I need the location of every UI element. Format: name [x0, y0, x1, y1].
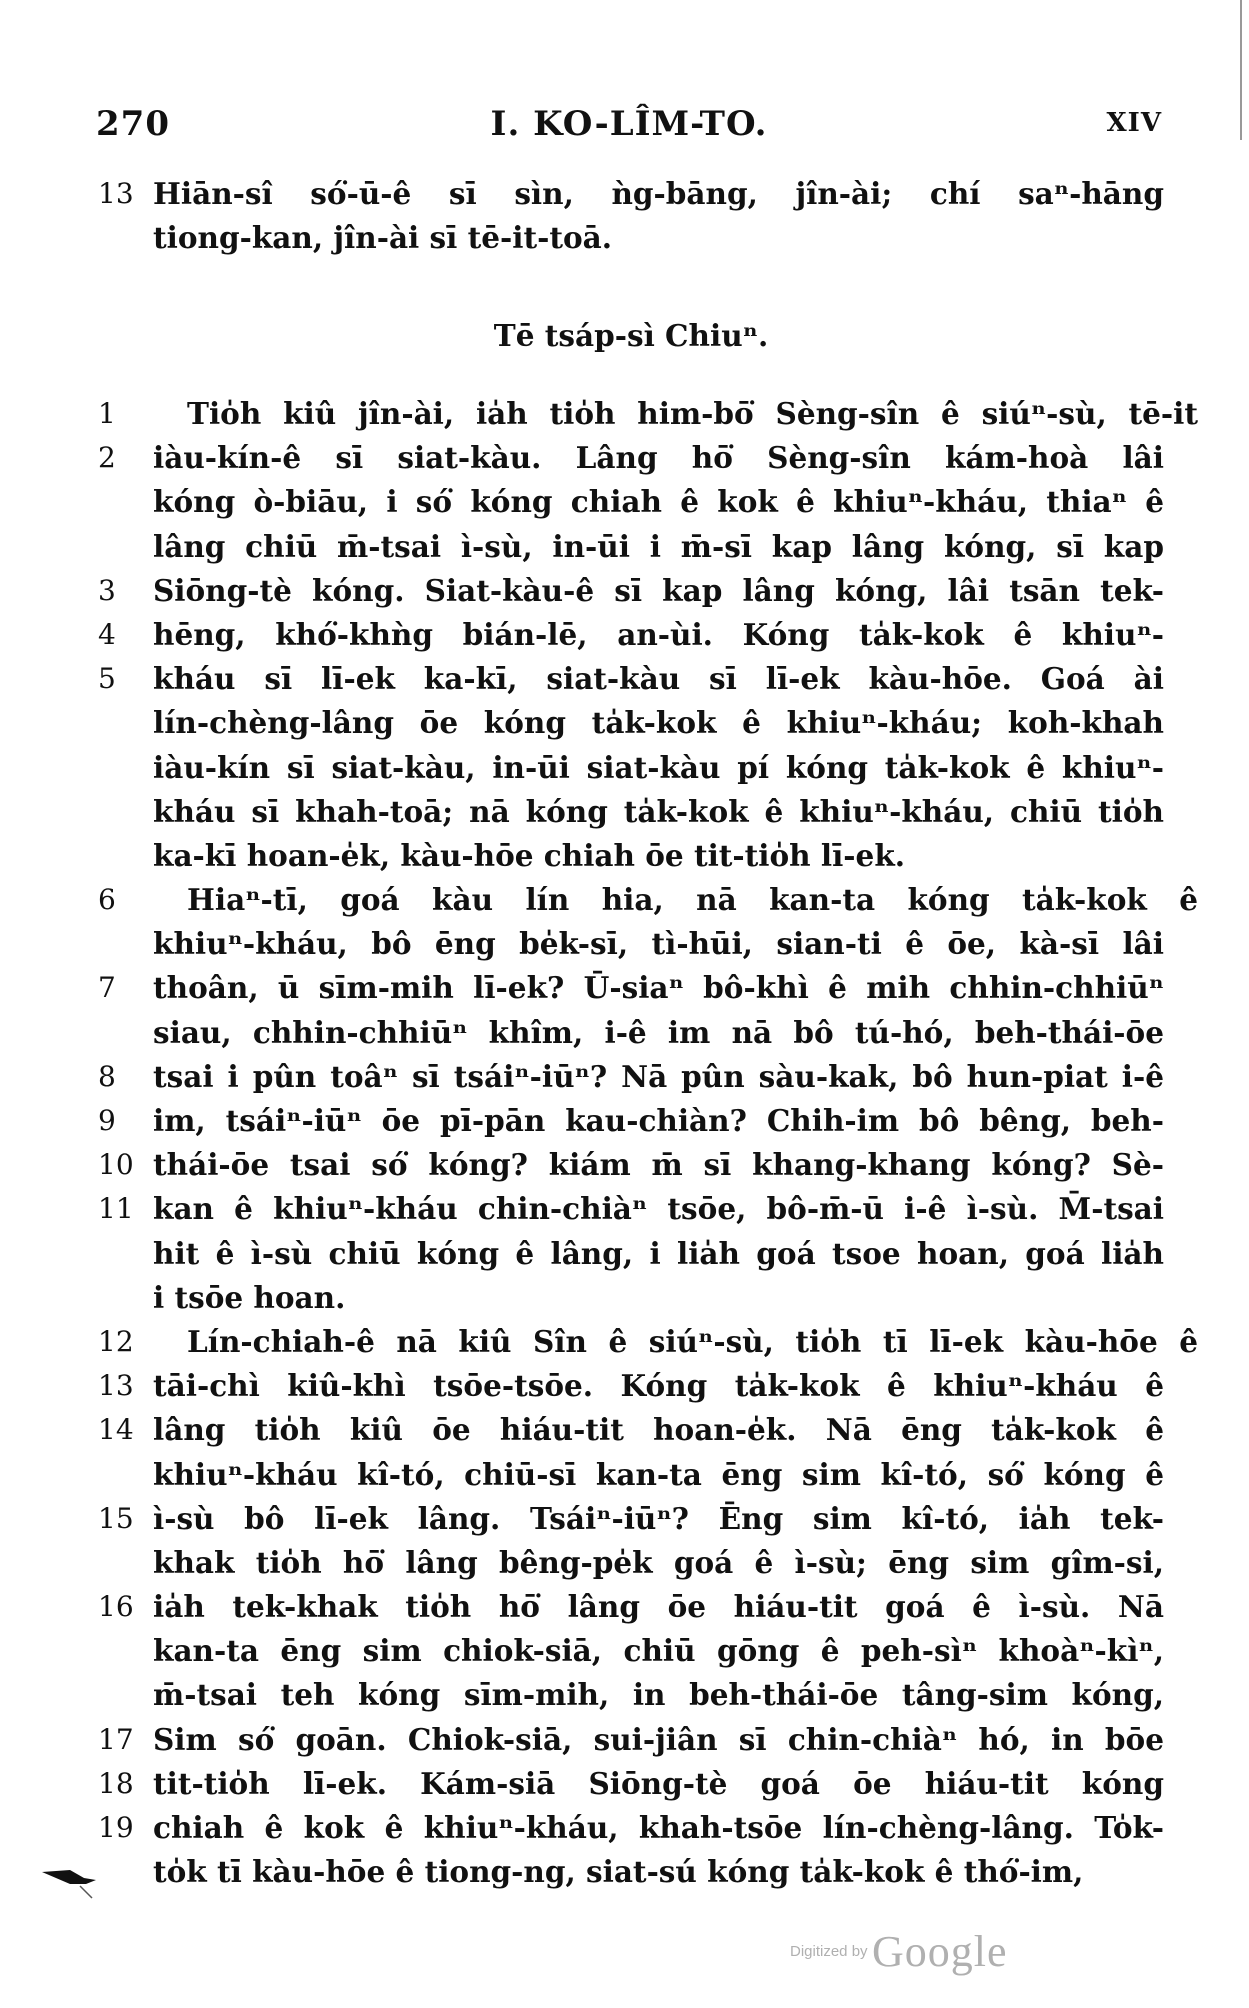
verse-number: 3 — [98, 573, 116, 607]
running-title: I. KO-LÎM-TO. — [490, 104, 768, 144]
line-text: kan-ta ēng sim chiok-siā, chiū gōng ê peh-sìⁿ khoàⁿ-kìⁿ, — [153, 1633, 1164, 1669]
verse-number: 1 — [98, 397, 116, 430]
line-text: kháu sī khah-toā; nā kóng ta̍k-kok ê khiuⁿ-kháu, chiū tio̍h — [153, 793, 1164, 829]
verse-number: 7 — [98, 971, 116, 1005]
line-text: lín-chèng-lâng ōe kóng ta̍k-kok ê khiuⁿ-kháu; koh-khah — [153, 705, 1164, 741]
line-text: kan ê khiuⁿ-kháu chin-chiàⁿ tsōe, bô-m̄-ū i-ê ì-sù. M̄-tsai — [153, 1191, 1164, 1227]
line-text: i tsōe hoan. — [153, 1279, 346, 1315]
line-text: kháu sī lī-ek ka-kī, siat-kàu sī lī-ek kàu-hōe. Goá ài — [153, 661, 1164, 697]
verse-number: 9 — [98, 1104, 116, 1137]
text-line — [98, 922, 1164, 966]
verse-number: 11 — [98, 1192, 134, 1226]
text-line — [98, 1232, 1164, 1276]
line-text: iàu-kín sī siat-kàu, in-ūi siat-kàu pí kóng ta̍k-kok ê khiuⁿ- — [153, 749, 1164, 785]
text-line — [98, 525, 1164, 569]
chapter-heading: Tē tsáp-sì Chiuⁿ. — [493, 318, 769, 353]
text-line — [98, 790, 1164, 834]
text-line — [98, 1629, 1164, 1673]
verse-number: 13 — [98, 177, 134, 210]
text-line — [98, 1011, 1164, 1055]
text-line — [98, 1585, 1164, 1629]
chapter-body — [98, 392, 1198, 1894]
text-line — [98, 1673, 1164, 1717]
verse-number: 16 — [98, 1590, 134, 1624]
line-text: to̍k tī kàu-hōe ê tiong-ng, siat-sú kóng ta̍k-kok ê thó͘-im, — [153, 1854, 1084, 1890]
running-header — [96, 104, 1162, 154]
line-text: Hiaⁿ-tī, goá kàu lín hia, nā kan-ta kóng ta̍k-kok ê — [187, 882, 1198, 918]
text-line — [98, 1453, 1164, 1497]
google-logo: Google — [872, 1927, 1008, 1976]
text-line — [98, 392, 1198, 436]
verse-number: 8 — [98, 1059, 116, 1093]
line-text: lâng tio̍h kiû ōe hiáu-tit hoan-e̍k. Nā ēng ta̍k-kok ê — [153, 1412, 1164, 1448]
text-line — [98, 1408, 1164, 1452]
line-text: thái-ōe tsai só͘ kóng? kiám m̄ sī khang-khang kóng? Sè- — [153, 1147, 1164, 1183]
verse-number: 10 — [98, 1148, 134, 1182]
text-line — [98, 1187, 1164, 1231]
line-text: hit ê ì-sù chiū kóng ê lâng, i lia̍h goá tsoe hoan, goá lia̍h — [153, 1235, 1164, 1271]
text-line — [98, 1718, 1164, 1762]
line-text: m̄-tsai teh kóng sīm-mih, in beh-thái-ōe tâng-sim kóng, — [153, 1677, 1164, 1713]
line-text: Sim só͘ goān. Chiok-siā, sui-jiân sī chin-chiàⁿ hó, in bōe — [153, 1721, 1164, 1757]
text-line — [98, 1055, 1164, 1099]
verse-number: 18 — [98, 1766, 134, 1800]
line-text: tsai i pûn toâⁿ sī tsáiⁿ-iūⁿ? Nā pûn sàu-kak, bô hun-piat i-ê — [153, 1058, 1164, 1094]
verse-number: 14 — [98, 1413, 134, 1447]
text-line — [98, 216, 1164, 260]
line-text: khiuⁿ-kháu kî-tó, chiū-sī kan-ta ēng sim kî-tó, só͘ kóng ê — [153, 1456, 1164, 1492]
digitization-watermark — [790, 1926, 1008, 1977]
line-text: ì-sù bô lī-ek lâng. Tsáiⁿ-iūⁿ? Ēng sim kî-tó, ia̍h tek- — [153, 1500, 1164, 1536]
line-text: lâng chiū m̄-tsai ì-sù, in-ūi i m̄-sī kap lâng kóng, sī kap — [153, 528, 1164, 564]
line-text: Hiān-sî só͘-ū-ê sī sìn, ǹg-bāng, jîn-ài; chí saⁿ-hāng — [153, 176, 1164, 211]
text-line — [98, 436, 1164, 480]
pointing-hand-icon — [40, 1858, 100, 1906]
line-text: tiong-kan, jîn-ài sī tē-it-toā. — [153, 220, 613, 256]
text-line — [98, 746, 1164, 790]
section-number: XIV — [1106, 108, 1162, 138]
verse-number: 6 — [98, 883, 116, 917]
previous-chapter-tail — [98, 172, 1164, 260]
text-line — [98, 834, 1164, 878]
line-text: ia̍h tek-khak tio̍h hō͘ lâng ōe hiáu-tit goá ê ì-sù. Nā — [153, 1589, 1164, 1625]
line-text: siau, chhin-chhiūⁿ khîm, i-ê im nā bô tú-hó, beh-thái-ōe — [153, 1014, 1164, 1050]
verse-number: 17 — [98, 1722, 134, 1756]
verse-number: 15 — [98, 1501, 134, 1535]
line-text: ka-kī hoan-e̍k, kàu-hōe chiah ōe tit-tio̍h lī-ek. — [153, 837, 906, 873]
verse-number: 19 — [98, 1811, 134, 1844]
text-line — [98, 1850, 1164, 1894]
text-line — [98, 172, 1164, 216]
line-text: Siōng-tè kóng. Siat-kàu-ê sī kap lâng kóng, lâi tsān tek- — [153, 572, 1164, 608]
text-line — [98, 966, 1164, 1010]
verse-number: 2 — [98, 441, 116, 475]
text-line — [98, 1541, 1164, 1585]
line-text: khak tio̍h hō͘ lâng bêng-pe̍k goá ê ì-sù; ēng sim gîm-si, — [153, 1544, 1164, 1580]
page-number: 270 — [96, 104, 170, 144]
text-line — [98, 1099, 1164, 1143]
line-text: thoân, ū sīm-mih lī-ek? Ū-siaⁿ bô-khì ê mih chhin-chhiūⁿ — [153, 970, 1164, 1006]
text-line — [98, 1143, 1164, 1187]
text-line — [98, 657, 1164, 701]
line-text: iàu-kín-ê sī siat-kàu. Lâng hō͘ Sèng-sîn kám-hoà lâi — [153, 440, 1164, 476]
text-line — [98, 1806, 1164, 1850]
text-line — [98, 1276, 1164, 1320]
verse-number: 5 — [98, 662, 116, 696]
verse-number: 12 — [98, 1324, 134, 1358]
text-line — [98, 1497, 1164, 1541]
text-line — [98, 878, 1198, 922]
text-line — [98, 1320, 1198, 1364]
line-text: khiuⁿ-kháu, bô ēng be̍k-sī, tì-hūi, sian-ti ê ōe, kà-sī lâi — [153, 926, 1164, 962]
verse-number: 4 — [98, 617, 116, 651]
line-text: hēng, khó͘-khǹg bián-lē, an-ùi. Kóng ta̍k-kok ê khiuⁿ- — [153, 616, 1164, 652]
digitized-by-label: Digitized by — [790, 1943, 868, 1960]
verse-number: 13 — [98, 1369, 134, 1403]
line-text: tit-tio̍h lī-ek. Kám-siā Siōng-tè goá ōe hiáu-tit kóng — [153, 1765, 1164, 1801]
line-text: tāi-chì kiû-khì tsōe-tsōe. Kóng ta̍k-kok ê khiuⁿ-kháu ê — [153, 1368, 1164, 1404]
text-line — [98, 701, 1164, 745]
line-text: chiah ê kok ê khiuⁿ-kháu, khah-tsōe lín-chèng-lâng. To̍k- — [153, 1810, 1164, 1845]
line-text: kóng ò-biāu, i só͘ kóng chiah ê kok ê khiuⁿ-kháu, thiaⁿ ê — [153, 484, 1164, 520]
text-line — [98, 569, 1164, 613]
line-text: im, tsáiⁿ-iūⁿ ōe pī-pān kau-chiàn? Chih-im bô bêng, beh- — [153, 1103, 1164, 1138]
text-line — [98, 613, 1164, 657]
text-line — [98, 1364, 1164, 1408]
text-line — [98, 480, 1164, 524]
page-edge-line — [1240, 0, 1242, 140]
text-line — [98, 1762, 1164, 1806]
line-text: Lín-chiah-ê nā kiû Sîn ê siúⁿ-sù, tio̍h tī lī-ek kàu-hōe ê — [187, 1323, 1198, 1359]
line-text: Tio̍h kiû jîn-ài, ia̍h tio̍h him-bō͘ Sèng-sîn ê siúⁿ-sù, tē-it — [187, 396, 1198, 431]
